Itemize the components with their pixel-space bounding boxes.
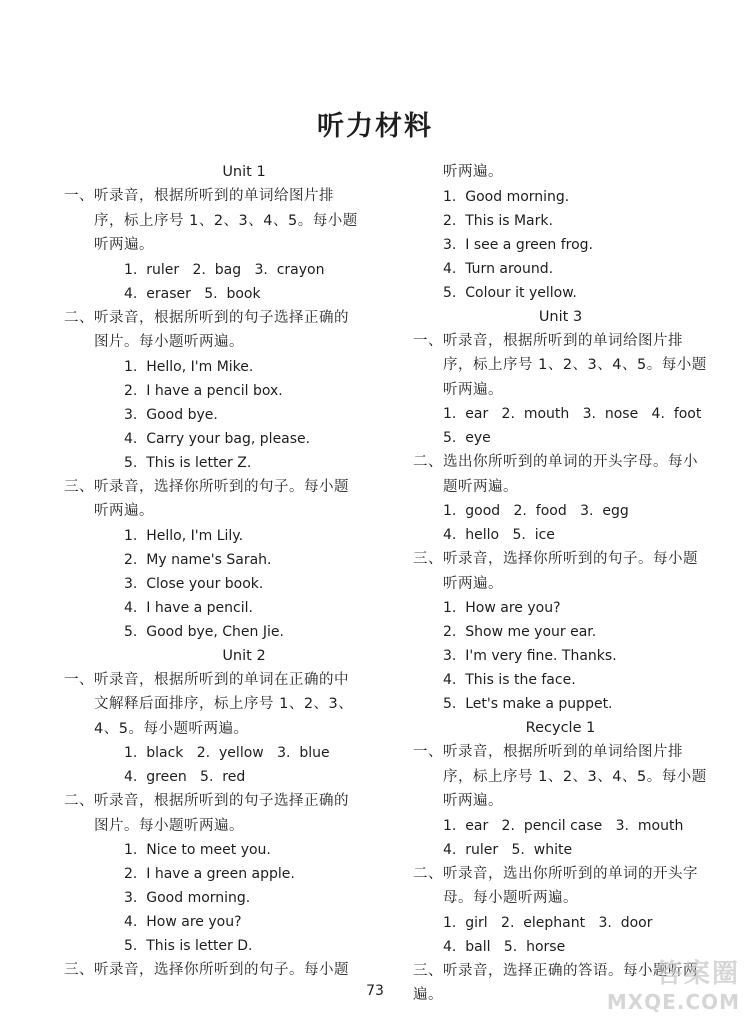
answer-line: 4. green 5. red — [124, 769, 246, 785]
page-title: 听力材料 — [317, 111, 433, 142]
right-column — [413, 160, 708, 1008]
answer-line: 4. I have a pencil. — [124, 599, 253, 616]
answer-line: 1. girl 2. elephant 3. door — [443, 914, 653, 931]
answer-line: 4. How are you? — [124, 914, 242, 930]
answer-line: 3. I'm very fine. Thanks. — [443, 648, 617, 664]
answer-line: 5. Good bye, Chen Jie. — [124, 623, 284, 640]
answer-line: 1. Good morning. — [443, 188, 570, 205]
question-text: 序，标上序号 1、2、3、4、5。每小题 — [443, 768, 707, 785]
unit-heading: Unit 2 — [222, 647, 266, 664]
question-text: 二、听录音，根据所听到的句子选择正确的 — [64, 309, 349, 326]
question-text: 听两遍。 — [94, 237, 154, 253]
answer-line: 1. black 2. yellow 3. blue — [124, 745, 330, 761]
answer-line: 1. good 2. food 3. egg — [443, 503, 629, 519]
answer-line: 5. This is letter D. — [124, 938, 253, 954]
answer-line: 1. Hello, I'm Mike. — [124, 358, 254, 375]
answer-line: 2. My name's Sarah. — [124, 551, 272, 568]
unit-heading: Unit 3 — [538, 308, 583, 325]
answer-line: 3. I see a green frog. — [443, 236, 594, 253]
answer-line: 4. Carry your bag, please. — [124, 430, 311, 447]
question-text: 听两遍。 — [443, 793, 503, 809]
question-text: 三、听录音，选择你所听到的句子。每小题 — [64, 478, 349, 495]
answer-line: 4. hello 5. ice — [443, 527, 555, 543]
question-text: 4、5。每小题听两遍。 — [94, 720, 249, 737]
answer-line: 2. This is Mark. — [443, 212, 553, 229]
answer-line: 2. I have a green apple. — [124, 866, 295, 882]
question-text: 二、选出你所听到的单词的开头字母。每小 — [413, 454, 698, 470]
answer-line: 5. Colour it yellow. — [443, 284, 577, 301]
question-text: 文解释后面排序，标上序号 1、2、3、 — [94, 696, 354, 712]
question-text: 一、听录音，根据所听到的单词给图片排 — [413, 744, 683, 760]
unit-heading: Unit 1 — [222, 164, 266, 180]
answer-line: 4. This is the face. — [443, 672, 576, 688]
answer-line: 5. This is letter Z. — [124, 454, 252, 471]
answer-line: 4. eraser 5. book — [124, 285, 261, 302]
answer-line: 1. Hello, I'm Lily. — [124, 527, 244, 544]
unit-heading: Recycle 1 — [525, 720, 596, 736]
watermark-top-text: 答案圈 — [655, 959, 740, 989]
answer-line: 3. Good morning. — [124, 890, 251, 906]
question-text: 一、听录音，根据所听到的单词给图片排 — [413, 332, 683, 349]
question-text: 序，标上序号 1、2、3、4、5。每小题 — [443, 357, 707, 373]
question-text: 三、听录音，选择正确的答语。每小题听两遍。 — [413, 962, 698, 1003]
answer-line: 1. How are you? — [443, 600, 561, 616]
question-text: 三、听录音，选择你所听到的句子。每小题 — [64, 962, 349, 978]
answer-line: 1. ear 2. pencil case 3. mouth — [443, 817, 684, 834]
question-text: 听两遍。 — [443, 575, 503, 592]
question-text: 一、听录音，根据所听到的单词给图片排 — [64, 188, 334, 204]
answer-line: 3. Good bye. — [124, 406, 218, 423]
answer-line: 5. Let's make a puppet. — [443, 696, 613, 712]
question-text: 一、听录音，根据所听到的单词在正确的中 — [64, 671, 349, 688]
question-text: 图片。每小题听两遍。 — [94, 334, 244, 350]
question-text: 二、听录音，选出你所听到的单词的开头字 — [413, 865, 698, 882]
question-text: 听两遍。 — [443, 381, 503, 398]
answer-line: 4. ruler 5. white — [443, 841, 573, 858]
watermark-logo — [590, 957, 740, 1019]
answer-line: 3. Close your book. — [124, 575, 264, 592]
question-text: 听两遍。 — [443, 164, 503, 180]
answer-line: 2. Show me your ear. — [443, 624, 597, 640]
question-text: 母。每小题听两遍。 — [443, 890, 578, 906]
answer-line: 4. Turn around. — [443, 260, 554, 277]
question-text: 序，标上序号 1、2、3、4、5。每小题 — [94, 212, 358, 229]
left-column — [64, 160, 394, 983]
question-text: 题听两遍。 — [443, 478, 518, 495]
answer-line: 5. eye — [443, 430, 491, 446]
question-text: 听两遍。 — [94, 503, 154, 519]
page-number: 73 — [366, 983, 384, 999]
watermark-bottom-text: MXQE.COM — [606, 990, 740, 1014]
answer-line: 1. Nice to meet you. — [124, 842, 271, 858]
question-text: 三、听录音，选择你所听到的句子。每小题 — [413, 551, 698, 567]
answer-line: 1. ruler 2. bag 3. crayon — [124, 261, 325, 278]
question-text: 二、听录音，根据所听到的句子选择正确的 — [64, 793, 349, 809]
question-text: 图片。每小题听两遍。 — [94, 817, 244, 834]
answer-line: 1. ear 2. mouth 3. nose 4. foot — [443, 406, 702, 422]
answer-line: 4. ball 5. horse — [443, 938, 566, 955]
answer-line: 2. I have a pencil box. — [124, 382, 283, 399]
